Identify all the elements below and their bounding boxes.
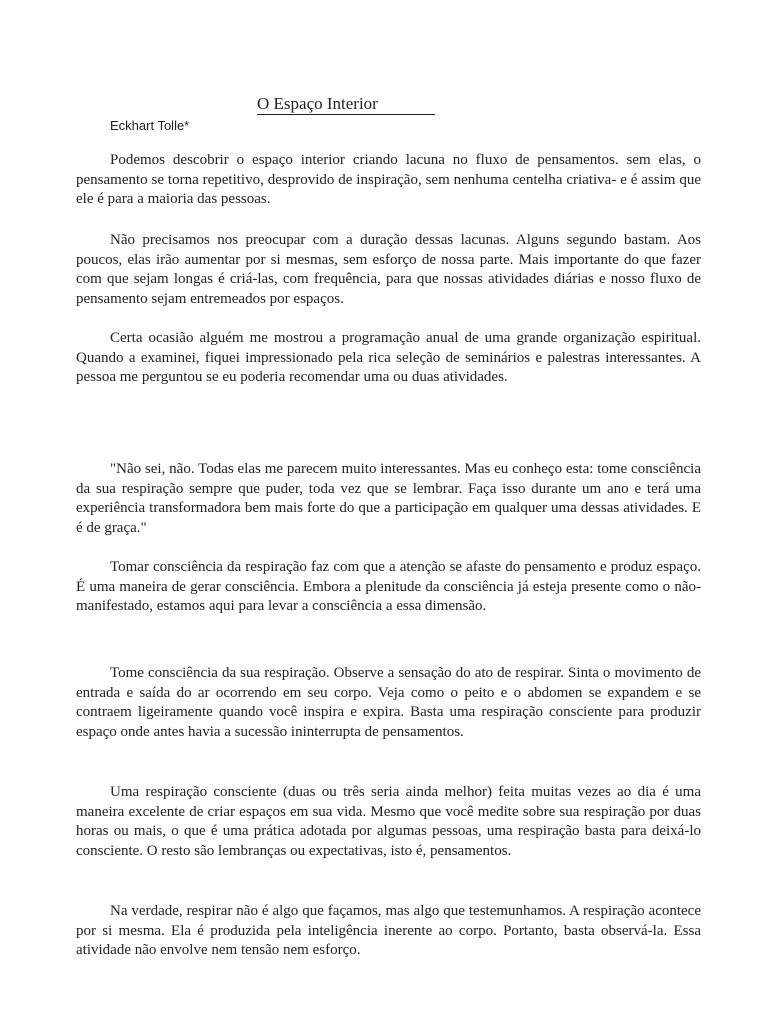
document-title: O Espaço Interior <box>257 94 435 115</box>
paragraph-5: Tomar consciência da respiração faz com que a atenção se afaste do pensamento e produz espaço. É uma maneira de gerar consciência. Embora a plenitude da consciência já esteja presente como o não-manifestado, estamos aqui para levar a consciência a essa dimensão. <box>76 559 701 614</box>
paragraph-3: Certa ocasião alguém me mostrou a programação anual de uma grande organização espiritual. Quando a examinei, fiquei impressionado pela rica seleção de seminários e palestras interessantes. A pessoa me perguntou se eu poderia recomendar uma ou duas atividades. <box>76 330 701 385</box>
paragraph-1: Podemos descobrir o espaço interior criando lacuna no fluxo de pensamentos. sem elas, o pensamento se torna repetitivo, desprovido de inspiração, sem nenhuma centelha criativa- e é assim que ele é para a maioria das pessoas. <box>76 152 701 207</box>
author-name: Eckhart Tolle* <box>110 118 190 133</box>
paragraph-2: Não precisamos nos preocupar com a duração dessas lacunas. Alguns segundo bastam. Aos poucos, elas irão aumentar por si mesmas, sem esforço de nossa parte. Mais importante do que fazer com que sejam longas é criá-las, com frequência, para que nossas atividades diárias e nosso fluxo de pensamento sejam entremeados por espaços. <box>76 232 701 307</box>
paragraph-8: Na verdade, respirar não é algo que façamos, mas algo que testemunhamos. A respiração acontece por si mesma. Ela é produzida pela inteligência inerente ao corpo. Portanto, basta observá-la. Essa atividade não envolve nem tensão nem esforço. <box>76 903 701 958</box>
paragraph-4: "Não sei, não. Todas elas me parecem muito interessantes. Mas eu conheço esta: tome consciência da sua respiração sempre que puder, toda vez que se lembrar. Faça isso durante um ano e terá uma experiência transformadora bem mais forte do que a participação em qualquer uma dessas atividades. E é de graça." <box>76 461 701 536</box>
paragraph-7: Uma respiração consciente (duas ou três seria ainda melhor) feita muitas vezes ao dia é uma maneira excelente de criar espaços em sua vida. Mesmo que você medite sobre sua respiração por duas horas ou mais, o que é uma prática adotada por algumas pessoas, uma respiração basta para deixá-lo consciente. O resto são lembranças ou expectativas, isto é, pensamentos. <box>76 784 701 859</box>
paragraph-6: Tome consciência da sua respiração. Observe a sensação do ato de respirar. Sinta o movimento de entrada e saída do ar ocorrendo em seu corpo. Veja como o peito e o abdomen se expandem e se contraem ligeiramente quando você inspira e expira. Basta uma respiração consciente para produzir espaço onde antes havia a sucessão ininterrupta de pensamentos. <box>76 665 701 740</box>
